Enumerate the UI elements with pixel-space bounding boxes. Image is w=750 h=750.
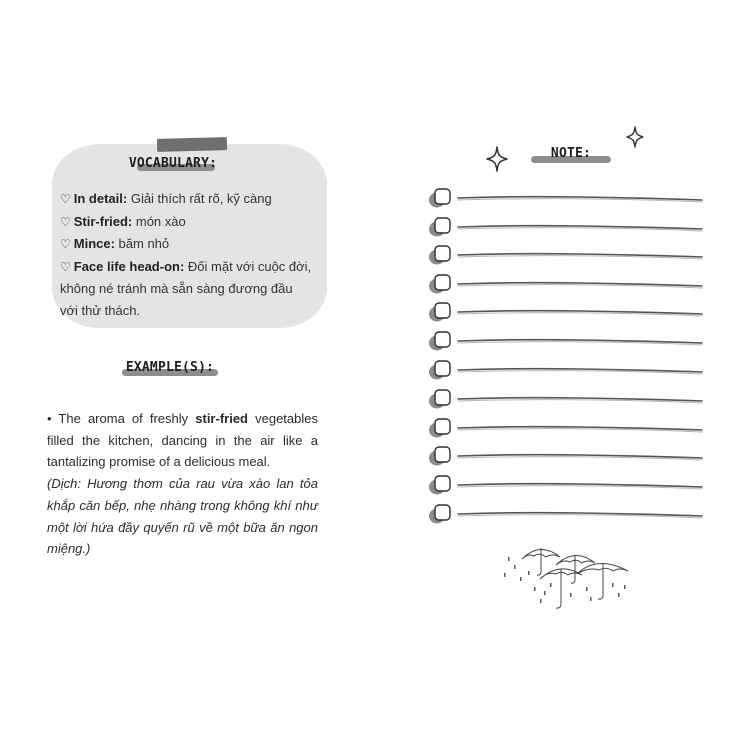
- checkbox-icon[interactable]: [428, 216, 454, 238]
- vocab-item: [60, 211, 312, 234]
- heart-icon: ♡: [60, 237, 71, 251]
- note-row: [428, 240, 704, 266]
- vocab-item: [60, 233, 312, 256]
- note-line: [456, 470, 704, 496]
- vocab-definition: món xào: [132, 213, 186, 229]
- checkbox-icon[interactable]: [428, 474, 454, 496]
- checkbox-icon[interactable]: [428, 359, 454, 381]
- sentence-part: The aroma of freshly: [51, 411, 196, 426]
- note-row: [428, 499, 704, 525]
- note-line: [456, 499, 704, 525]
- note-line: [456, 240, 704, 266]
- checkbox-icon[interactable]: [428, 244, 454, 266]
- note-line: [456, 441, 704, 467]
- checkbox-icon[interactable]: [428, 301, 454, 323]
- checkbox-icon[interactable]: [428, 273, 454, 295]
- note-row: [428, 470, 704, 496]
- vocab-term: Stir-fried:: [73, 213, 133, 229]
- checkbox-icon[interactable]: [428, 187, 454, 209]
- vocab-item: [60, 188, 312, 211]
- vocab-item: [60, 256, 312, 322]
- vocab-term: Mince:: [73, 236, 115, 251]
- note-row: [428, 441, 704, 467]
- bullet: •: [47, 411, 52, 426]
- example-translation: (Dịch: Hương thơm của rau vừa xào lan tỏa khắp căn bếp, nhẹ nhàng trong không khí như một lời hứa đầy quyến rũ về một bữa ăn ngon miệng.): [47, 476, 318, 557]
- vocab-definition: Giải thích rất rõ, kỹ càng: [127, 191, 272, 206]
- checkbox-icon[interactable]: [428, 417, 454, 439]
- checkbox-icon[interactable]: [428, 330, 454, 352]
- note-line: [456, 183, 704, 209]
- heart-icon: ♡: [60, 259, 71, 274]
- checkbox-icon[interactable]: [428, 388, 454, 410]
- example-paragraph: [47, 408, 318, 560]
- note-row: [428, 355, 704, 381]
- note-line: [456, 269, 704, 295]
- vocab-term: In detail:: [73, 191, 128, 206]
- note-line: [456, 384, 704, 410]
- vocabulary-heading: VOCABULARY:: [128, 156, 218, 171]
- vocab-term: Face life head-on:: [73, 258, 185, 274]
- note-line: [456, 212, 704, 238]
- note-line: [456, 297, 704, 323]
- vocab-definition: Đối mặt với cuộc đời, không né tránh mà sẵn sàng đương đầu với thử thách.: [60, 258, 312, 318]
- note-row: [428, 326, 704, 352]
- checkbox-icon[interactable]: [428, 503, 454, 525]
- note-heading: NOTE:: [550, 146, 592, 161]
- example-sentence: [47, 408, 318, 473]
- examples-heading: EXAMPLE(S):: [125, 360, 215, 375]
- note-line: [456, 326, 704, 352]
- sparkle-icon: [486, 146, 508, 172]
- umbrella-icon: [500, 543, 635, 623]
- heart-icon: ♡: [60, 214, 71, 229]
- note-row: [428, 413, 704, 439]
- sparkle-icon: [626, 126, 644, 148]
- heart-icon: ♡: [60, 192, 71, 206]
- tape-decoration: [157, 137, 227, 152]
- note-line: [456, 355, 704, 381]
- note-line: [456, 413, 704, 439]
- vocabulary-list: [60, 188, 312, 321]
- example-keyword: stir-fried: [195, 411, 248, 426]
- note-row: [428, 269, 704, 295]
- sentence-part: vegetables filled the kitchen, dancing in the air like a tantalizing promise of a delicious meal.: [47, 411, 318, 470]
- note-row: [428, 212, 704, 238]
- checkbox-icon[interactable]: [428, 445, 454, 467]
- note-row: [428, 384, 704, 410]
- note-row: [428, 297, 704, 323]
- note-row: [428, 183, 704, 209]
- vocab-definition: băm nhỏ: [114, 236, 170, 251]
